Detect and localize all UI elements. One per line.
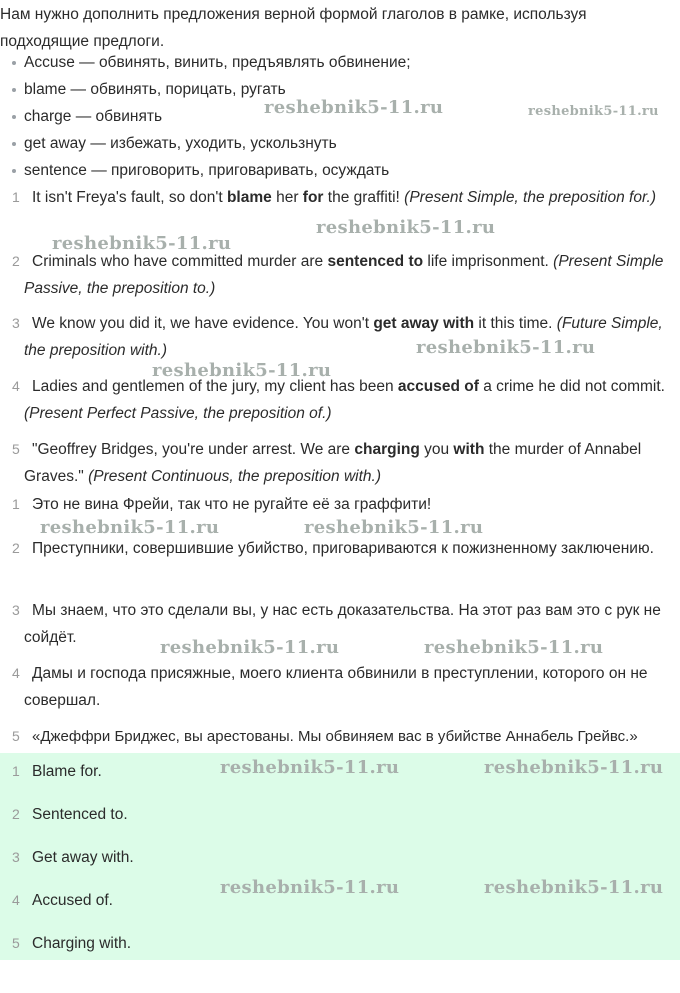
russian-sentence — [0, 660, 678, 714]
grammar-note: (Present Continuous, the preposition with.) — [88, 468, 382, 485]
translation-text: Дамы и господа присяжные, моего клиента обвинили в преступлении, которого он не совершал. — [24, 665, 648, 709]
bullet-icon — [12, 61, 16, 65]
item-number: 5 — [12, 935, 20, 951]
watermark: reshebnik5-11.ru — [52, 233, 232, 254]
item-number: 2 — [12, 253, 20, 269]
item-number: 1 — [12, 763, 20, 779]
grammar-note: (Present Simple, the preposition for.) — [404, 189, 657, 206]
item-number: 1 — [12, 189, 20, 205]
watermark: reshebnik5-11.ru — [160, 637, 340, 658]
answer-text: Blame for. — [32, 763, 102, 780]
answer-text: Sentenced to. — [32, 806, 128, 823]
answer-row — [0, 801, 680, 828]
watermark: reshebnik5-11.ru — [220, 877, 400, 898]
grammar-note: (Present Perfect Passive, the preposition of.) — [24, 405, 332, 422]
sentence-text: It isn't Freya's fault, so don't blame her for the graffiti! (Present Simple, the preposition for.) — [32, 189, 657, 206]
vocab-item: charge — обвинять — [12, 103, 411, 130]
item-number: 4 — [12, 892, 20, 908]
sentence-text: "Geoffrey Bridges, you're under arrest. We are charging you with the murder of Annabel Graves." (Present Continuous, the preposition with.) — [24, 441, 642, 485]
item-number: 2 — [12, 806, 20, 822]
english-sentence — [0, 373, 678, 427]
vocab-item: blame — обвинять, порицать, ругать — [12, 76, 411, 103]
sentence-text: We know you did it, we have evidence. You won't get away with it this time. (Future Simple, the preposition with.) — [24, 315, 663, 359]
sentence-text: Criminals who have committed murder are sentenced to life imprisonment. (Present Simple Passive, the preposition to.) — [24, 253, 664, 297]
answer-verb: charging — [354, 441, 420, 458]
item-number: 4 — [12, 665, 20, 681]
item-number: 4 — [12, 378, 20, 394]
watermark: reshebnik5-11.ru — [40, 517, 220, 538]
answer-block — [0, 753, 680, 960]
watermark: reshebnik5-11.ru — [416, 337, 596, 358]
item-number: 1 — [12, 496, 20, 512]
answer-text: Accused of. — [32, 892, 113, 909]
answer-preposition: with — [453, 441, 485, 458]
grammar-note: (Future Simple, the preposition with.) — [24, 315, 663, 359]
answer-verb: accused of — [397, 378, 479, 395]
watermark: reshebnik5-11.ru — [264, 97, 444, 118]
english-sentence — [0, 184, 678, 211]
watermark: reshebnik5-11.ru — [304, 517, 484, 538]
translation-text: Преступники, совершившие убийство, приговариваются к пожизненному заключению. — [32, 540, 654, 557]
sentence-text: Ladies and gentlemen of the jury, my client has been accused of a crime he did not commit. (Present Perfect Passive, the preposition of.) — [24, 378, 665, 422]
watermark: reshebnik5-11.ru — [424, 637, 604, 658]
bullet-icon — [12, 88, 16, 92]
watermark: reshebnik5-11.ru — [220, 757, 400, 778]
english-sentence — [0, 436, 678, 490]
item-number: 2 — [12, 540, 20, 556]
bullet-icon — [12, 142, 16, 146]
answer-row — [0, 930, 680, 957]
answer-verb: blame — [226, 189, 272, 206]
answer-text: Get away with. — [32, 849, 134, 866]
watermark: reshebnik5-11.ru — [152, 360, 332, 381]
grammar-note: (Present Simple Passive, the preposition to.) — [24, 253, 664, 297]
item-number: 5 — [12, 441, 20, 457]
vocab-item: sentence — приговорить, приговаривать, осуждать — [12, 157, 411, 184]
watermark: reshebnik5-11.ru — [528, 104, 659, 119]
item-number: 5 — [12, 728, 20, 744]
item-number: 3 — [12, 315, 20, 331]
answer-row — [0, 844, 680, 871]
translation-text: «Джеффри Бриджес, вы арестованы. Мы обвиняем вас в убийстве Аннабель Грейвс.» — [32, 728, 638, 745]
watermark: reshebnik5-11.ru — [484, 877, 664, 898]
vocab-item: get away — избежать, уходить, ускользнуть — [12, 130, 411, 157]
bullet-icon — [12, 169, 16, 173]
answer-text: Charging with. — [32, 935, 132, 952]
vocab-item: Accuse — обвинять, винить, предъявлять обвинение; — [12, 49, 411, 76]
answer-verb: get away with — [373, 315, 475, 332]
item-number: 3 — [12, 849, 20, 865]
item-number: 3 — [12, 602, 20, 618]
answer-preposition: for — [302, 189, 324, 206]
bullet-icon — [12, 115, 16, 119]
answer-verb: sentenced to — [327, 253, 424, 270]
russian-sentence — [0, 723, 680, 750]
watermark: reshebnik5-11.ru — [484, 757, 664, 778]
translation-text: Мы знаем, что это сделали вы, у нас есть доказательства. На этот раз вам это с рук не сойдёт. — [24, 602, 661, 646]
translation-text: Это не вина Фрейи, так что не ругайте её за граффити! — [32, 496, 432, 513]
task-instruction: Нам нужно дополнить предложения верной формой глаголов в рамке, используя подходящие предлоги. — [0, 6, 587, 50]
watermark: reshebnik5-11.ru — [316, 217, 496, 238]
